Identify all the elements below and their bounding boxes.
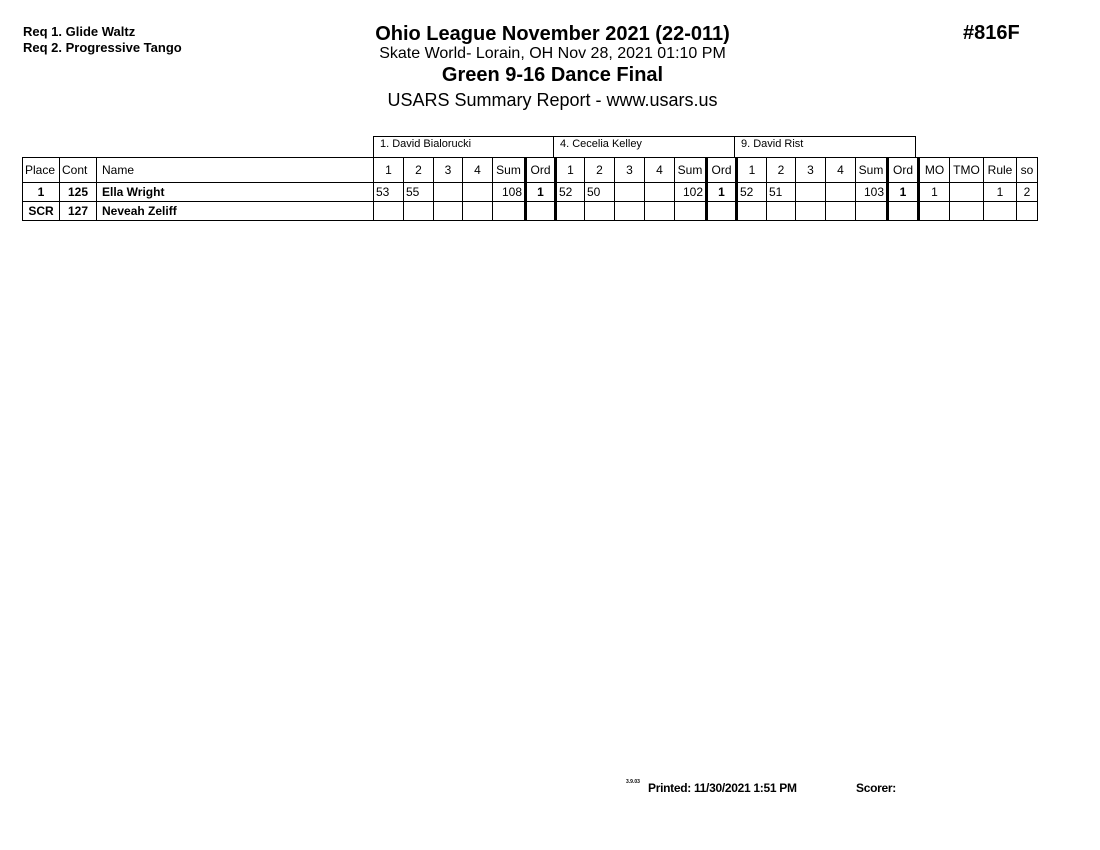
table-row	[23, 183, 1038, 202]
judge-1-name: 1. David Bialorucki	[373, 136, 554, 157]
score-cell	[556, 202, 585, 221]
mo-cell	[919, 202, 950, 221]
col-j1-score1: 1	[374, 158, 404, 183]
tmo-cell	[950, 183, 984, 202]
score-cell	[463, 202, 493, 221]
col-j1-score2: 2	[404, 158, 434, 183]
name-cell: Ella Wright	[97, 183, 374, 202]
ord-cell	[526, 202, 556, 221]
judge-3-name: 9. David Rist	[735, 136, 916, 157]
col-j2-ord: Ord	[707, 158, 737, 183]
ord-cell: 1	[888, 183, 919, 202]
score-cell	[585, 202, 615, 221]
col-tmo: TMO	[950, 158, 984, 183]
col-j2-score3: 3	[615, 158, 645, 183]
score-cell	[796, 183, 826, 202]
sum-cell	[675, 202, 707, 221]
judge-header-row	[373, 136, 916, 156]
so-cell	[1017, 202, 1038, 221]
mo-cell: 1	[919, 183, 950, 202]
score-cell: 50	[585, 183, 615, 202]
col-cont: Cont	[60, 158, 97, 183]
results-table	[22, 157, 1038, 221]
score-cell	[615, 183, 645, 202]
printed-timestamp: Printed: 11/30/2021 1:51 PM	[648, 781, 797, 795]
report-title: USARS Summary Report - www.usars.us	[387, 90, 718, 110]
ord-cell: 1	[526, 183, 556, 202]
score-cell: 51	[767, 183, 796, 202]
col-j3-score1: 1	[737, 158, 767, 183]
col-j3-sum: Sum	[856, 158, 888, 183]
so-cell: 2	[1017, 183, 1038, 202]
version-label: 3.9.03	[626, 779, 640, 785]
col-rule: Rule	[984, 158, 1017, 183]
ord-cell	[707, 202, 737, 221]
event-title: Green 9-16 Dance Final	[441, 64, 664, 86]
col-j3-score3: 3	[796, 158, 826, 183]
competition-title: Ohio League November 2021 (22-011)	[375, 23, 730, 45]
place-cell: 1	[23, 183, 60, 202]
score-cell	[767, 202, 796, 221]
col-j2-score4: 4	[645, 158, 675, 183]
cont-cell: 125	[60, 183, 97, 202]
name-cell: Neveah Zeliff	[97, 202, 374, 221]
ord-cell: 1	[707, 183, 737, 202]
col-j1-score3: 3	[434, 158, 463, 183]
col-name: Name	[97, 158, 374, 183]
score-cell: 52	[556, 183, 585, 202]
col-j1-ord: Ord	[526, 158, 556, 183]
col-j1-score4: 4	[463, 158, 493, 183]
col-j3-score4: 4	[826, 158, 856, 183]
event-number: #816F	[963, 22, 1020, 44]
requirement-2: Req 2. Progressive Tango	[23, 40, 182, 55]
requirement-1: Req 1. Glide Waltz	[23, 24, 136, 39]
tmo-cell	[950, 202, 984, 221]
score-cell	[463, 183, 493, 202]
col-j2-sum: Sum	[675, 158, 707, 183]
col-j1-sum: Sum	[493, 158, 526, 183]
place-cell: SCR	[23, 202, 60, 221]
column-header-row	[23, 158, 1038, 183]
scorer-label: Scorer:	[856, 781, 896, 795]
ord-cell	[888, 202, 919, 221]
sum-cell: 103	[856, 183, 888, 202]
score-cell	[826, 183, 856, 202]
sum-cell	[856, 202, 888, 221]
score-cell: 53	[374, 183, 404, 202]
col-j2-score1: 1	[556, 158, 585, 183]
judge-2-name: 4. Cecelia Kelley	[554, 136, 735, 157]
score-cell	[796, 202, 826, 221]
col-j3-score2: 2	[767, 158, 796, 183]
score-cell	[615, 202, 645, 221]
score-cell	[826, 202, 856, 221]
score-cell	[737, 202, 767, 221]
col-j2-score2: 2	[585, 158, 615, 183]
cont-cell: 127	[60, 202, 97, 221]
rule-cell: 1	[984, 183, 1017, 202]
col-mo: MO	[919, 158, 950, 183]
col-j3-ord: Ord	[888, 158, 919, 183]
sum-cell: 108	[493, 183, 526, 202]
score-cell	[434, 202, 463, 221]
score-cell: 52	[737, 183, 767, 202]
sum-cell: 102	[675, 183, 707, 202]
col-so: so	[1017, 158, 1038, 183]
venue-date: Skate World- Lorain, OH Nov 28, 2021 01:10 PM	[379, 45, 726, 62]
table-row	[23, 202, 1038, 221]
col-place: Place	[23, 158, 60, 183]
score-cell	[645, 183, 675, 202]
score-cell	[374, 202, 404, 221]
score-cell	[434, 183, 463, 202]
score-cell	[645, 202, 675, 221]
score-cell: 55	[404, 183, 434, 202]
sum-cell	[493, 202, 526, 221]
rule-cell	[984, 202, 1017, 221]
score-cell	[404, 202, 434, 221]
